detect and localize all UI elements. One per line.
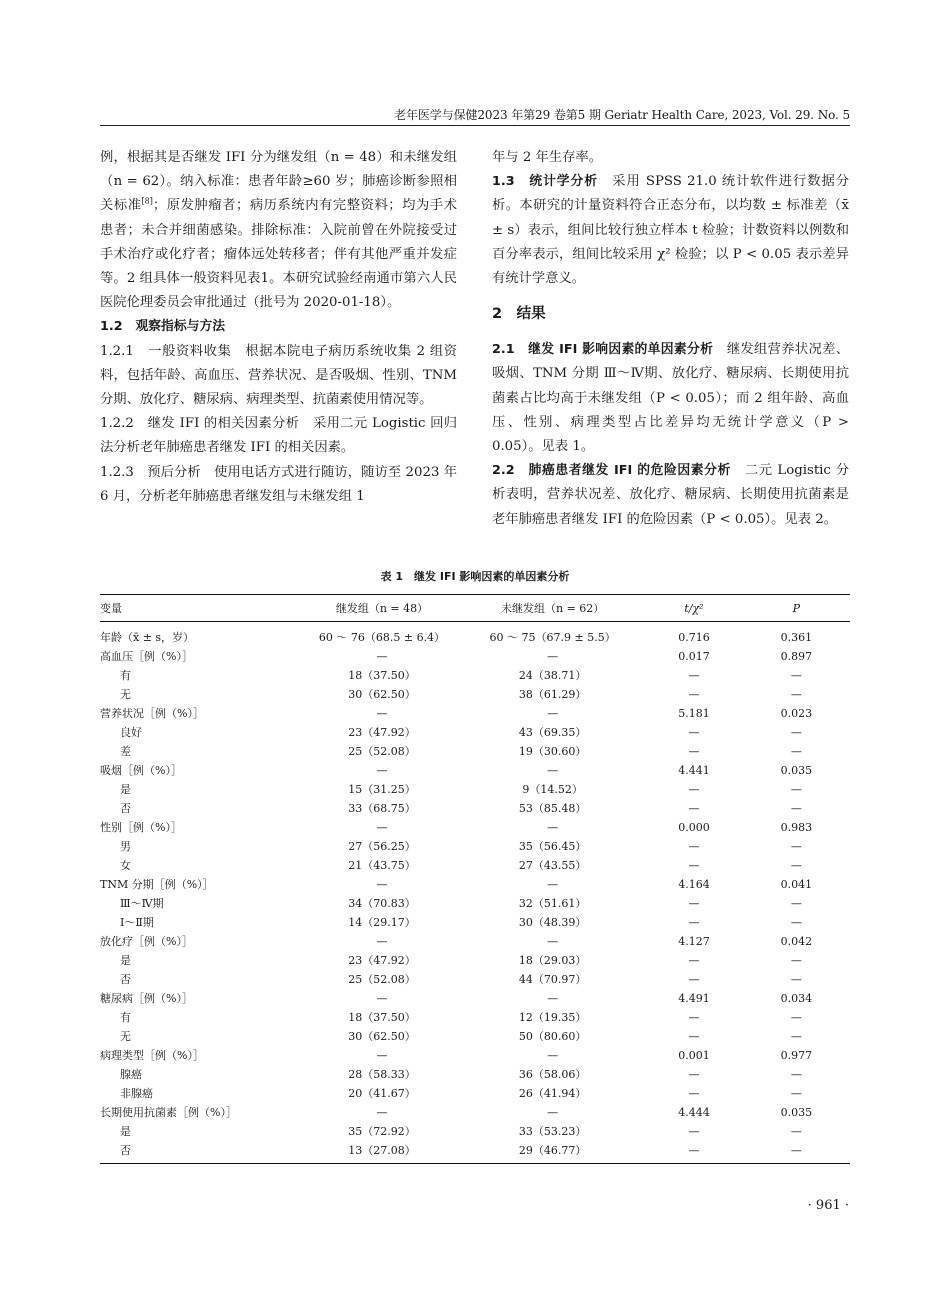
cell-secondary-group: 15（31.25）	[348, 783, 416, 796]
cell-p-value: 0.977	[780, 1049, 813, 1062]
paragraph-2-2-text: 二元 Logistic 分析表明，营养状况差、放化疗、糖尿病、长期使用抗菌素是老年肺癌患者继发 IFI 的危险因素（P < 0.05）。见表 2。	[492, 463, 849, 527]
heading-1-2-2: 1.2.2 继发 IFI 的相关因素分析	[100, 416, 300, 432]
cell-statistic: —	[688, 688, 700, 701]
cell-p-value: —	[790, 783, 802, 796]
cell-statistic: —	[688, 669, 700, 682]
cell-secondary-group: 28（58.33）	[348, 1068, 416, 1081]
cell-variable: 放化疗［例（%）］	[100, 935, 193, 948]
cell-secondary-group: —	[376, 1049, 388, 1062]
cell-non-secondary-group: 53（85.48）	[518, 802, 587, 815]
cell-non-secondary-group: 26（41.94）	[518, 1087, 587, 1100]
header-secondary-group: 继发组（n = 48）	[304, 595, 460, 622]
table-row	[100, 989, 850, 1008]
paragraph-1-2-2-text: 采用二元 Logistic 回归法分析老年肺癌患者继发 IFI 的相关因素。	[100, 416, 457, 456]
cell-variable: 无	[120, 1030, 131, 1043]
table-row	[100, 647, 850, 666]
cell-variable: 长期使用抗菌素［例（%）］	[100, 1106, 237, 1119]
table-row	[100, 1122, 850, 1141]
citation-ref: [8]	[141, 196, 153, 206]
cell-p-value: —	[790, 1068, 802, 1081]
paragraph-2-1	[492, 338, 849, 459]
cell-variable: 有	[120, 1011, 131, 1024]
cell-p-value: —	[790, 897, 802, 910]
cell-statistic: 4.164	[678, 878, 710, 891]
cell-secondary-group: —	[376, 992, 388, 1005]
cell-non-secondary-group: —	[547, 650, 559, 663]
cell-non-secondary-group: 9（14.52）	[522, 783, 583, 796]
cell-p-value: —	[790, 688, 802, 701]
cell-secondary-group: —	[376, 821, 388, 834]
cell-secondary-group: 23（47.92）	[348, 726, 416, 739]
paragraph-inclusion-criteria-cont: ；原发肿瘤者；病历系统内有完整资料；均为手术患者；未合并细菌感染。排除标准：入院前曾在外院接受过手术治疗或化疗者；瘤体远处转移者；伴有其他严重并发症等。2 组具体一般资料见表1。本研究试验经南通市第六人民医院伦理委员会审批通过（批号为 2020-01-18）。	[100, 198, 458, 311]
table-row	[100, 894, 850, 913]
cell-secondary-group: 20（41.67）	[348, 1087, 416, 1100]
table-row	[100, 666, 850, 685]
cell-p-value: —	[790, 1087, 802, 1100]
cell-p-value: —	[790, 840, 802, 853]
cell-secondary-group: —	[376, 878, 388, 891]
cell-secondary-group: 21（43.75）	[348, 859, 416, 872]
cell-p-value: —	[790, 802, 802, 815]
heading-2-1: 2.1 继发 IFI 影响因素的单因素分析	[492, 342, 714, 358]
cell-non-secondary-group: 30（48.39）	[518, 916, 587, 929]
page-number: · 961 ·	[807, 1198, 849, 1213]
paragraph-1-3-text: 采用 SPSS 21.0 统计软件进行数据分析。本研究的计量资料符合正态分布，以均数 ± 标准差（x̄ ± s）表示，组间比较行独立样本 t 检验；计数资料以例数和百分率表示，组间比较采用 χ² 检验；以 P < 0.05 表示差异有统计学意义。	[492, 174, 850, 287]
univariate-analysis-table	[100, 594, 850, 1164]
cell-secondary-group: 30（62.50）	[348, 688, 416, 701]
table-row	[100, 723, 850, 742]
cell-statistic: 0.017	[678, 650, 710, 663]
cell-statistic: —	[688, 897, 700, 910]
cell-statistic: —	[688, 745, 700, 758]
cell-secondary-group: 14（29.17）	[348, 916, 416, 929]
table-row	[100, 799, 850, 818]
cell-statistic: —	[688, 973, 700, 986]
paragraph-2-1-text: 继发组营养状况差、吸烟、TNM 分期 Ⅲ～Ⅳ期、放化疗、糖尿病、长期使用抗菌素占比均高于未继发组（P < 0.05）；而 2 组年龄、高血压、性别、病理类型占比差异均无统计学意义（P > 0.05）。见表 1。	[492, 342, 849, 455]
cell-variable: 女	[120, 859, 131, 872]
cell-non-secondary-group: 43（69.35）	[518, 726, 587, 739]
running-header: 老年医学与保健2023 年第29 卷第5 期 Geriatr Health Care, 2023, Vol. 29. No. 5	[394, 108, 850, 122]
cell-p-value: —	[790, 745, 802, 758]
paragraph-1-2-1	[100, 340, 457, 413]
cell-non-secondary-group: 33（53.23）	[518, 1125, 587, 1138]
cell-statistic: —	[688, 954, 700, 967]
cell-p-value: —	[790, 669, 802, 682]
cell-variable: 性别［例（%）］	[100, 821, 182, 834]
cell-non-secondary-group: —	[547, 878, 559, 891]
heading-1-2: 1.2 观察指标与方法	[100, 319, 226, 335]
cell-non-secondary-group: 44（70.97）	[518, 973, 587, 986]
cell-p-value: —	[790, 859, 802, 872]
cell-p-value: —	[790, 916, 802, 929]
cell-secondary-group: —	[376, 764, 388, 777]
table-row	[100, 1046, 850, 1065]
header-rule	[100, 125, 850, 126]
cell-variable: 年龄（x̄ ± s，岁）	[100, 631, 195, 644]
cell-statistic: —	[688, 1125, 700, 1138]
cell-non-secondary-group: —	[547, 935, 559, 948]
cell-p-value: 0.035	[780, 764, 813, 777]
cell-non-secondary-group: 29（46.77）	[460, 1141, 645, 1164]
cell-statistic: 0.716	[678, 631, 710, 644]
cell-non-secondary-group: —	[547, 1049, 559, 1062]
table-row	[100, 1141, 850, 1164]
cell-variable: 病理类型［例（%）］	[100, 1049, 204, 1062]
cell-variable: 吸烟［例（%）］	[100, 764, 182, 777]
cell-statistic: —	[688, 802, 700, 815]
cell-non-secondary-group: 50（80.60）	[518, 1030, 587, 1043]
table-row	[100, 761, 850, 780]
cell-p-value: —	[790, 973, 802, 986]
cell-p-value: 0.023	[780, 707, 813, 720]
paragraph-inclusion-criteria	[100, 146, 457, 315]
cell-secondary-group: 33（68.75）	[348, 802, 416, 815]
cell-variable: 是	[120, 1125, 131, 1138]
cell-variable: 腺癌	[120, 1068, 142, 1081]
cell-non-secondary-group: —	[547, 821, 559, 834]
cell-secondary-group: 13（27.08）	[304, 1141, 460, 1164]
cell-variable: 是	[120, 954, 131, 967]
cell-variable: 糖尿病［例（%）］	[100, 992, 193, 1005]
table-row	[100, 1084, 850, 1103]
cell-p-value: 0.034	[780, 992, 813, 1005]
table-row	[100, 780, 850, 799]
cell-non-secondary-group: —	[547, 707, 559, 720]
cell-p-value: 0.361	[780, 631, 813, 644]
cell-variable: 无	[120, 688, 131, 701]
table-row	[100, 913, 850, 932]
cell-variable: 男	[120, 840, 131, 853]
cell-p-value: —	[790, 954, 802, 967]
cell-secondary-group: 34（70.83）	[348, 897, 416, 910]
left-column	[100, 146, 457, 509]
cell-variable: Ⅲ～Ⅳ期	[120, 897, 164, 910]
header-test-statistic: t/χ²	[645, 595, 743, 622]
cell-secondary-group: 27（56.25）	[348, 840, 416, 853]
cell-non-secondary-group: 38（61.29）	[518, 688, 587, 701]
cell-statistic: —	[688, 859, 700, 872]
cell-statistic: —	[688, 1087, 700, 1100]
cell-variable: TNM 分期［例（%）］	[100, 878, 214, 891]
cell-non-secondary-group: 32（51.61）	[518, 897, 587, 910]
cell-statistic: 4.441	[678, 764, 710, 777]
cell-secondary-group: —	[376, 707, 388, 720]
paragraph-2-2	[492, 459, 849, 532]
table-row	[100, 970, 850, 989]
heading-1-2-1: 1.2.1 一般资料收集	[100, 343, 232, 359]
cell-variable: 非腺癌	[120, 1087, 153, 1100]
table-row	[100, 875, 850, 894]
cell-statistic: 0.000	[678, 821, 710, 834]
cell-non-secondary-group: 36（58.06）	[518, 1068, 587, 1081]
cell-p-value: 0.035	[780, 1106, 813, 1119]
cell-non-secondary-group: 18（29.03）	[518, 954, 587, 967]
cell-secondary-group: 35（72.92）	[348, 1125, 416, 1138]
heading-1-2-3: 1.2.3 预后分析	[100, 464, 201, 480]
table-row	[100, 622, 850, 648]
cell-p-value: 0.897	[780, 650, 813, 663]
cell-secondary-group: 23（47.92）	[348, 954, 416, 967]
paragraph-inclusion-criteria-text: 例，根据其是否继发 IFI 分为继发组（n = 48）和未继发组（n = 62）。纳入标准：患者年龄≥60 岁；肺癌诊断参照相关标准	[100, 150, 457, 214]
table-row	[100, 1027, 850, 1046]
cell-variable: 差	[120, 745, 131, 758]
cell-statistic: —	[688, 1011, 700, 1024]
cell-statistic: —	[688, 1030, 700, 1043]
cell-p-value: —	[743, 1141, 850, 1164]
paragraph-1-2-2	[100, 412, 457, 460]
cell-non-secondary-group: 24（38.71）	[518, 669, 587, 682]
cell-statistic: 5.181	[678, 707, 710, 720]
cell-p-value: —	[790, 1011, 802, 1024]
heading-1-3: 1.3 统计学分析	[492, 174, 599, 190]
cell-p-value: 0.983	[780, 821, 813, 834]
cell-statistic: —	[688, 726, 700, 739]
cell-secondary-group: —	[376, 1106, 388, 1119]
heading-2-results: 2 结果	[492, 306, 546, 323]
cell-variable: 否	[120, 802, 131, 815]
table-row	[100, 685, 850, 704]
cell-variable: Ⅰ～Ⅱ期	[120, 916, 154, 929]
cell-variable: 否	[120, 973, 131, 986]
header-non-secondary-group: 未继发组（n = 62）	[460, 595, 645, 622]
cell-p-value: —	[790, 1030, 802, 1043]
cell-statistic: —	[688, 783, 700, 796]
table-row	[100, 818, 850, 837]
table-row	[100, 1103, 850, 1122]
cell-secondary-group: 18（37.50）	[348, 669, 416, 682]
cell-secondary-group: 60 ～ 76（68.5 ± 6.4）	[318, 631, 446, 644]
table-body	[100, 622, 850, 1164]
cell-statistic: —	[645, 1141, 743, 1164]
paragraph-1-2-1-text: 根据本院电子病历系统收集 2 组资料，包括年龄、高血压、营养状况、是否吸烟、性别、TNM 分期、放化疗、糖尿病、病理类型、抗菌素使用情况等。	[100, 343, 457, 408]
cell-secondary-group: 30（62.50）	[348, 1030, 416, 1043]
table-header-row	[100, 595, 850, 622]
cell-p-value: 0.042	[780, 935, 813, 948]
cell-non-secondary-group: 35（56.45）	[518, 840, 587, 853]
cell-variable: 否	[100, 1141, 304, 1164]
table-row	[100, 704, 850, 723]
cell-statistic: —	[688, 1068, 700, 1081]
table-row	[100, 1008, 850, 1027]
header-variable: 变量	[100, 595, 304, 622]
cell-non-secondary-group: —	[547, 992, 559, 1005]
cell-statistic: 4.444	[678, 1106, 710, 1119]
cell-statistic: 4.127	[678, 935, 710, 948]
right-column	[492, 146, 849, 532]
cell-statistic: —	[688, 840, 700, 853]
cell-statistic: 4.491	[678, 992, 710, 1005]
table-row	[100, 951, 850, 970]
table-row	[100, 837, 850, 856]
cell-variable: 良好	[120, 726, 142, 739]
table-row	[100, 932, 850, 951]
cell-secondary-group: 25（52.08）	[348, 973, 416, 986]
cell-non-secondary-group: 27（43.55）	[518, 859, 587, 872]
cell-variable: 是	[120, 783, 131, 796]
table-row	[100, 742, 850, 761]
cell-non-secondary-group: 19（30.60）	[518, 745, 587, 758]
paragraph-1-3	[492, 170, 849, 291]
cell-statistic: 0.001	[678, 1049, 710, 1062]
cell-variable: 营养状况［例（%）］	[100, 707, 204, 720]
header-p-value: P	[743, 595, 850, 622]
cell-secondary-group: —	[376, 650, 388, 663]
cell-non-secondary-group: —	[547, 1106, 559, 1119]
cell-non-secondary-group: —	[547, 764, 559, 777]
paragraph-1-2-3	[100, 461, 457, 509]
paragraph-survival-cont: 年与 2 年生存率。	[492, 150, 602, 165]
cell-statistic: —	[688, 916, 700, 929]
table-row	[100, 1065, 850, 1084]
cell-variable: 有	[120, 669, 131, 682]
table-row	[100, 856, 850, 875]
cell-p-value: 0.041	[780, 878, 813, 891]
cell-non-secondary-group: 60 ～ 75（67.9 ± 5.5）	[489, 631, 616, 644]
cell-p-value: —	[790, 726, 802, 739]
cell-secondary-group: 25（52.08）	[348, 745, 416, 758]
cell-p-value: —	[790, 1125, 802, 1138]
cell-secondary-group: —	[376, 935, 388, 948]
cell-variable: 高血压［例（%）］	[100, 650, 193, 663]
paragraph-1-2-3-text: 使用电话方式进行随访，随访至 2023 年 6 月，分析老年肺癌患者继发组与未继发组 1	[100, 464, 457, 504]
table-caption: 表 1 继发 IFI 影响因素的单因素分析	[380, 570, 570, 583]
heading-2-2: 2.2 肺癌患者继发 IFI 的危险因素分析	[492, 463, 731, 479]
cell-secondary-group: 18（37.50）	[348, 1011, 416, 1024]
cell-non-secondary-group: 12（19.35）	[518, 1011, 587, 1024]
